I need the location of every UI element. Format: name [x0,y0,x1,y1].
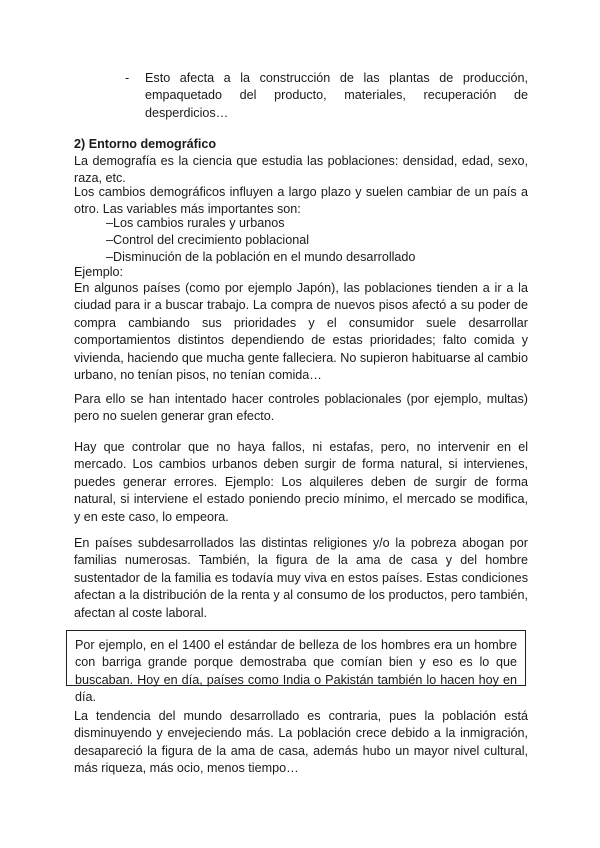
boxed-example [66,630,526,705]
underdeveloped-paragraph: En países subdesarrollados las distintas religiones y/o la pobreza abogan por familias numerosas. También, la figura de la ama de casa y del hombre sustentador de la familia es todavía muy viva en estos países. Estas condiciones afectan a la distribución de la renta y al consumo de los productos, pero también, afectan al coste laboral. [74,536,528,620]
variable-item: –Los cambios rurales y urbanos [106,216,285,230]
example-label: Ejemplo: [74,265,123,279]
controls-paragraph: Para ello se han intentado hacer controles poblacionales (por ejemplo, multas) pero no suelen generar gran efecto. [74,392,528,424]
market-paragraph: Hay que controlar que no haya fallos, ni estafas, pero, no intervenir en el mercado. Los cambios urbanos deben surgir de forma natural, si intervienes, puedes generar errores. Ejemplo: Los alquileres deben de surgir de forma natural, si interviene el estado poniendo precio mínimo, el mercado se modifica, y en este caso, lo empeora. [74,440,528,524]
variables-intro: Los cambios demográficos influyen a largo plazo y suelen cambiar de un país a otro. Las variables más importantes son: [74,185,528,217]
variable-item: –Control del crecimiento poblacional [106,233,310,247]
section-heading: 2) Entorno demográfico [74,137,217,151]
intro-paragraph: La demografía es la ciencia que estudia las poblaciones: densidad, edad, sexo, raza, etc. [74,154,528,186]
example-paragraph: En algunos países (como por ejemplo Japón), las poblaciones tienden a ir a la ciudad para ir a buscar trabajo. La compra de nuevos pisos afectó a su poder de compra cambiando sus prioridades y el consumidor suele desarrollar comportamientos distintos dependiendo de estas prioridades; falto comida y vivienda, haciendo que mucha gente falleciera. No supieron habituarse al cambio urbano, no tenían pisos, no tenían comida… [74,281,528,383]
variable-item: –Disminución de la población en el mundo desarrollado [106,250,416,264]
bullet-marker: - [125,71,130,85]
boxed-example-text: Por ejemplo, en el 1400 el estándar de belleza de los hombres era un hombre con barriga grande porque demostraba que comían bien y eso es lo que buscaban. Hoy en día, países como India o Pakistán también lo hacen hoy en día. [75,638,517,705]
trend-paragraph: La tendencia del mundo desarrollado es contraria, pues la población está disminuyendo y envejeciendo más. La población crece debido a la inmigración, desapareció la figura de la ama de casa, además hubo un mayor nivel cultural, más riqueza, más ocio, menos tiempo… [74,709,528,776]
bullet-text: Esto afecta a la construcción de las plantas de producción, empaquetado del producto, materiales, recuperación de desperdicios… [145,71,528,120]
